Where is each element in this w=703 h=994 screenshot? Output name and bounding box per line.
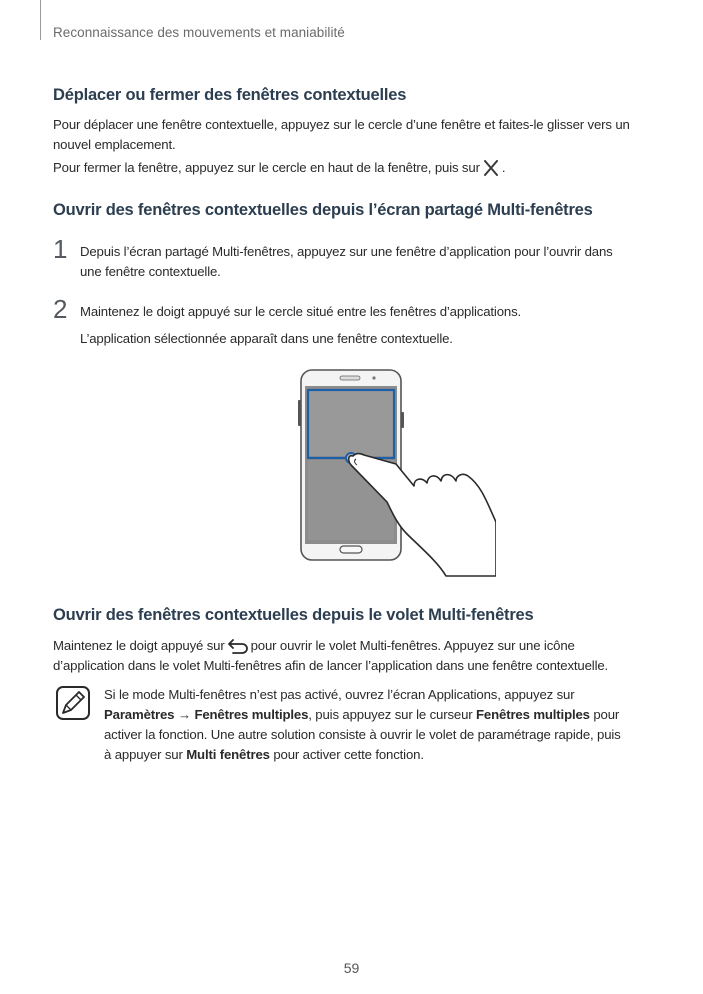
note-line4 bbox=[104, 745, 424, 765]
note-bold-multi: Multi fenêtres bbox=[186, 747, 270, 762]
step-1-line2: une fenêtre contextuelle. bbox=[80, 264, 221, 279]
note-bold-fenetres-1: Fenêtres multiples bbox=[194, 707, 309, 722]
step-1-line1: Depuis l’écran partagé Multi-fenêtres, appuyez sur une fenêtre d’application pour l’ouvrir dans bbox=[80, 244, 613, 259]
note-line2 bbox=[104, 705, 619, 725]
header-rule bbox=[40, 0, 41, 40]
step-2-line2: L’application sélectionnée apparaît dans une fenêtre contextuelle. bbox=[80, 331, 453, 346]
phone-home-button bbox=[340, 546, 362, 553]
step-1-number: 1 bbox=[53, 234, 68, 264]
paragraph-close-end: . bbox=[501, 160, 506, 175]
phone-sensor bbox=[372, 376, 375, 379]
note-line4-end: pour activer cette fonction. bbox=[269, 747, 424, 762]
note-bold-parametres: Paramètres bbox=[104, 707, 175, 722]
note-line1: Si le mode Multi-fenêtres n’est pas activé, ouvrez l’écran Applications, appuyez sur bbox=[104, 687, 575, 702]
note-line2-mid: , puis appuyez sur le curseur bbox=[308, 707, 477, 722]
step-2-number: 2 bbox=[53, 294, 68, 324]
page-number: 59 bbox=[343, 960, 360, 976]
note-bold-fenetres-2: Fenêtres multiples bbox=[476, 707, 590, 722]
section-title-split-screen: Ouvrir des fenêtres contextuelles depuis l’écran partagé Multi-fenêtres bbox=[53, 201, 593, 219]
running-header: Reconnaissance des mouvements et maniabilité bbox=[53, 25, 345, 40]
note-line4-start: à appuyer sur bbox=[104, 747, 187, 762]
note-pencil-icon bbox=[56, 686, 90, 725]
section-title-move-close: Déplacer ou fermer des fenêtres contextuelles bbox=[53, 86, 407, 104]
paragraph-close bbox=[53, 158, 505, 182]
close-x-icon bbox=[482, 160, 500, 182]
phone-speaker bbox=[340, 376, 360, 380]
top-app-window bbox=[308, 390, 394, 456]
section-title-panel: Ouvrir des fenêtres contextuelles depuis le volet Multi-fenêtres bbox=[53, 606, 534, 624]
paragraph-panel-start: Maintenez le doigt appuyé sur bbox=[53, 638, 225, 653]
paragraph-panel-line2: d’application dans le volet Multi-fenêtres afin de lancer l’application dans une fenêtre contextuelle. bbox=[53, 658, 609, 673]
note-arrow: → bbox=[174, 707, 195, 722]
paragraph-move-line2: nouvel emplacement. bbox=[53, 137, 176, 152]
note-line2-end: pour bbox=[589, 707, 620, 722]
paragraph-close-text: Pour fermer la fenêtre, appuyez sur le cercle en haut de la fenêtre, puis sur bbox=[53, 160, 480, 175]
paragraph-panel-end: pour ouvrir le volet Multi-fenêtres. Appuyez sur une icône bbox=[250, 638, 575, 653]
paragraph-move-line1: Pour déplacer une fenêtre contextuelle, appuyez sur le cercle d’une fenêtre et faites-le glisser vers un bbox=[53, 117, 630, 132]
phone-illustration bbox=[296, 362, 496, 582]
step-2-line1: Maintenez le doigt appuyé sur le cercle situé entre les fenêtres d’applications. bbox=[80, 304, 522, 319]
note-line3: activer la fonction. Une autre solution consiste à ouvrir le volet de paramétrage rapide, puis bbox=[104, 727, 621, 742]
